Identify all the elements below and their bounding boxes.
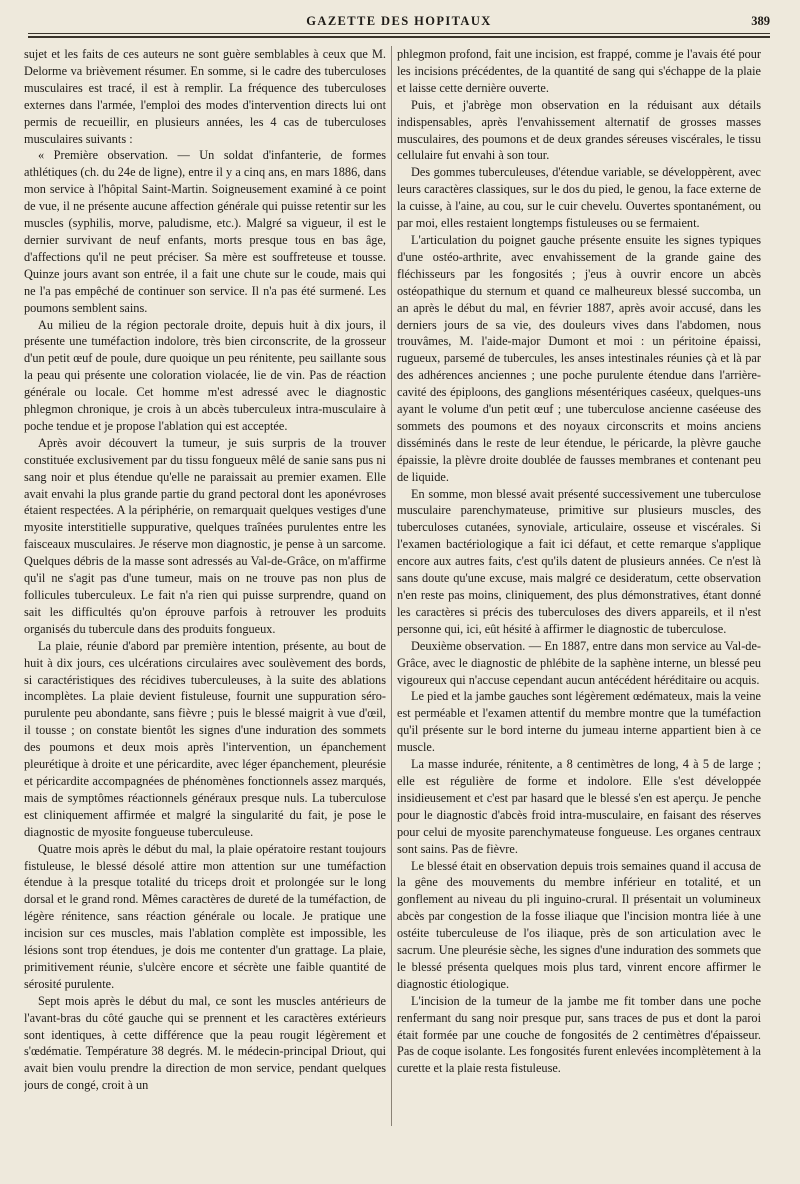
paragraph: La plaie, réunie d'abord par première intention, présente, au bout de huit à dix jours, ces ulcérations circulaires avec soulèvement des bords, si caractéristiques des récidives tuberculeuses, à la suite des ablations incomplètes. La plaie devient fistuleuse, fournit une suppuration séro-purulente peu abondante, sans fièvre ; puis le blessé maigrit à vue d'œil, il tousse ; on constate bientôt les signes d'une induration des sommets des poumons et deux mois après l'intervention, un épanchement pleurétique à droite et une péricardite, avec léger épanchement, pleurésie et péricardite accompagnées de phénomènes fonctionnels assez marqués, mais de symptômes réactionnels généraux presque nuls. La tuberculose est cliniquement affirmée et malgré la singularité du fait, je pose le diagnostic de myosite fongueuse tuberculeuse. <box>24 638 386 839</box>
paragraph: Le blessé était en observation depuis trois semaines quand il accusa de la gêne des mouvements du membre inférieur en totalité, et un gonflement au niveau du pli inguino-crural. Il présentait un volumineux abcès par congestion de la fosse iliaque que l'incision montra liée à une ostéite tuberculeuse de l'os iliaque, près de son articulation avec le sacrum. Une pleurésie sèche, les signes d'une induration des sommets que le blessé présenta quelques mois plus tard, vinrent encore affirmer le diagnostic étiologique. <box>397 858 761 991</box>
header-rule-bottom <box>28 36 770 38</box>
column-divider <box>391 46 392 1126</box>
page-number: 389 <box>751 14 770 28</box>
paragraph: L'articulation du poignet gauche présente ensuite les signes typiques d'une ostéo-arthrite, avec envahissement de la grande gaine des fléchisseurs par les fongosités ; j'eus à ouvrir encore un abcès ostéopathique du sternum et quand ce malheureux blessé succomba, un an après le début du mal, en février 1887, après avoir accusé, dans les derniers jours de sa vie, des douleurs vives dans l'abdomen, nous trouvâmes, M. l'aide-major Dumont et moi : un péritoine épaissi, rugueux, parsemé de tubercules, les anses intestinales réunies çà et là par des adhérences anciennes ; une poche purulente étendue dans l'arrière-cavité des épiploons, des ganglions mésentériques caséeux, quelques-uns ayant le volume d'un petit œuf ; une tuberculose ancienne caséeuse des sommets des poumons et des noyaux circonscrits et moins anciens disséminés dans le reste de leur étendue, le péricarde, la plèvre gauche épaissie, la plèvre droite doublée de fausses membranes et contenant peu de liquide. <box>397 232 761 484</box>
header-rule-top <box>28 33 770 34</box>
paragraph: Puis, et j'abrège mon observation en la réduisant aux détails indispensables, après l'envahissement alternatif de grosses masses musculaires, des poumons et de deux grandes séreuses viscérales, le tissu cellulaire fut envahi à son tour. <box>397 97 761 163</box>
paragraph: La masse indurée, rénitente, a 8 centimètres de long, 4 à 5 de large ; elle est régulière de forme et indolore. Elle s'est développée insidieusement et c'est par hasard que le blessé s'en est aperçu. Je penche pour le diagnostic d'abcès froid intra-musculaire, en faisant des réserves pour celui de myosite parenchymateuse fongueuse. Les organes centraux sont sains. Pas de fièvre. <box>397 757 761 856</box>
left-column <box>24 46 386 1146</box>
paragraph: En somme, mon blessé avait présenté successivement une tuberculose musculaire parenchymateuse, primitive sur plusieurs muscles, des tuberculoses cutanées, synoviale, articulaire, osseuse et viscérales. Si l'examen bactériologique a fait ici défaut, et cette remarque s'applique encore aux autres faits, c'est qu'ils datent de plusieurs années. Ce n'est là sans doute qu'une excuse, mais malgré ce desideratum, cette observation n'en reste pas moins, cliniquement, des plus démonstratives, étant donné les caractères si précis des tuberculoses des divers appareils, et il n'est personne qui, ici, eût hésité à affirmer le diagnostic de tuberculose. <box>397 486 761 636</box>
paragraph: Au milieu de la région pectorale droite, depuis huit à dix jours, il présente une tuméfaction indolore, très bien circonscrite, de la grosseur d'un petit œuf de poule, dure quoique un peu rénitente, peu saillante sous la peau qui présente une coloration violacée, lie de vin. Pas de réaction générale ou locale. Cet homme m'est adressé avec le diagnostic phlegmon chronique, je crois à un abcès tuberculeux intra-musculaire à poche tendue et je propose l'ablation qui est acceptée. <box>24 317 386 433</box>
paragraph: Sept mois après le début du mal, ce sont les muscles antérieurs de l'avant-bras du côté gauche qui se prennent et les caractères extérieurs sont identiques, à cette différence que la peau rougit légèrement et s'œdématie. Température 38 degrés. M. le médecin-principal Driout, qui avait bien voulu prendre la direction de mon service, pendant quelques jours de congé, croit à un <box>24 993 386 1093</box>
paragraph: Deuxième observation. — En 1887, entre dans mon service au Val-de-Grâce, avec le diagnostic de phlébite de la saphène interne, un blessé peu vigoureux qui n'accuse cependant aucun antécédent héréditaire ou acquis. <box>397 638 761 687</box>
journal-title: GAZETTE DES HOPITAUX <box>306 14 492 28</box>
paragraph: L'incision de la tumeur de la jambe me fit tomber dans une poche renfermant du sang noir presque pur, sans traces de pus et dont la paroi était formée par une couche de fongosités de 2 centimètres d'épaisseur. Pas de coque isolante. Les fongosités furent enlevées incomplètement à la curette et la plaie resta fistuleuse. <box>397 993 761 1076</box>
paragraph: phlegmon profond, fait une incision, est frappé, comme je l'avais été pour les incisions précédentes, de la quantité de sang qui s'échappe de la plaie et laisse cette dernière ouverte. <box>397 47 761 95</box>
paragraph: Le pied et la jambe gauches sont légèrement œdémateux, mais la veine est perméable et l'examen attentif du membre montre que la tuméfaction qu'il présente sur le bord interne du jumeau interne appartient bien à ce muscle. <box>397 689 761 755</box>
paragraph: Des gommes tuberculeuses, d'étendue variable, se développèrent, avec leurs caractères classiques, sur le dos du pied, le genou, la face externe de la cuisse, à l'aine, au cou, sur le cuir chevelu. Ouvertes spontanément, ou par moi, elles restaient longtemps fistuleuses ou se fermaient. <box>397 165 761 231</box>
paragraph: sujet et les faits de ces auteurs ne sont guère semblables à ceux que M. Delorme va brièvement résumer. En somme, si le cadre des tuberculoses musculaires est tracé, il est à remplir. La fréquence des tuberculoses externes dans l'armée, l'emploi des modes d'intervention directs lui ont permis de recueillir, en plusieurs années, les 4 cas de tuberculoses musculaires suivants : <box>24 47 386 146</box>
right-column <box>397 46 761 1146</box>
paragraph: Après avoir découvert la tumeur, je suis surpris de la trouver constituée exclusivement par du tissu fongueux mêlé de sanie sans pus ni sang noir et plus étendue qu'elle ne paraissait au premier examen. Elle avait envahi la plus grande partie du grand pectoral dont les aponévroses étaient respectées. A la périphérie, on remarquait quelques vestiges d'une myosite interstitielle suppurative, quelques traînées purulentes entre les faisceaux musculaires. Je réserve mon diagnostic, je pense à un sarcome. Quelques débris de la masse sont adressés au Val-de-Grâce, on m'affirme qu'il ne s'agit pas d'une tumeur, mais on ne trouve pas non plus de follicules tuberculeux. Le fait n'a rien qui puisse surprendre, quand on sait les difficultés qu'on éprouve parfois à retrouver les produits organisés du tubercule dans des produits fongueux. <box>24 435 386 636</box>
paragraph: « Première observation. — Un soldat d'infanterie, de formes athlétiques (ch. du 24e de ligne), entre il y a cinq ans, en mars 1886, dans mon service à l'hôpital Saint-Martin. Soigneusement examiné à ce point de vue, il ne présente aucune affection générale qui puisse retentir sur les muscles (syphilis, morve, paludisme, etc.). Malgré sa vigueur, il est le dernier survivant de neuf enfants, morts presque tous en bas âge, d'affections qu'il ne peut préciser. Sa mère est souffreteuse et tousse. Quinze jours avant son entrée, il a fait une chute sur le coude, mais qui ne l'a pas empêché de continuer son service. Il n'a pas été surmené. Les poumons semblent sains. <box>24 148 386 315</box>
page-header <box>28 6 770 32</box>
paragraph: Quatre mois après le début du mal, la plaie opératoire restant toujours fistuleuse, le blessé désolé attire mon attention sur une tuméfaction étendue à la presque totalité du triceps droit et prolongée sur le long dorsal et le grand rond. Mêmes caractères de dureté de la tuméfaction, de légère rénitence, sans réaction générale ou locale. Je pratique une incision sur ces muscles, mais l'ablation complète est impossible, les lésions sont trop étendues, je dois me contenter d'un grattage. La plaie, primitivement réunie, s'ulcère encore et sécrète une faible quantité de sérosité purulente. <box>24 841 386 991</box>
